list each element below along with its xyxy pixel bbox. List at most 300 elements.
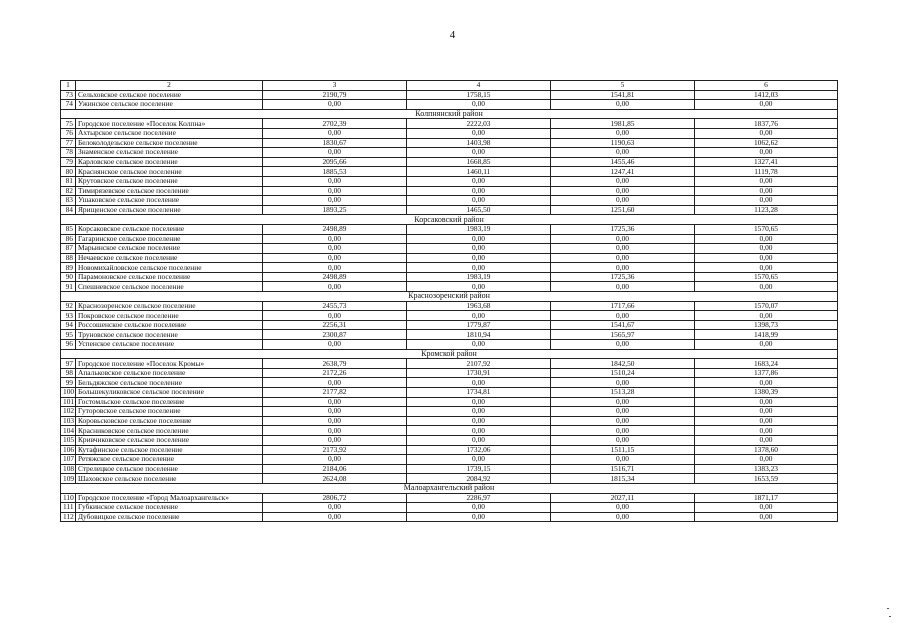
row-number: 107 [61, 455, 76, 465]
value-cell-col6: 0,00 [695, 100, 838, 110]
value-cell-col6: 0,00 [695, 253, 838, 263]
district-row [61, 349, 838, 359]
value-cell-col5: 1511,15 [551, 445, 695, 455]
table-row [61, 435, 838, 445]
value-cell-col3: 0,00 [263, 503, 407, 513]
value-cell-col4: 2222,03 [407, 119, 551, 129]
table-row [61, 128, 838, 138]
row-number: 103 [61, 416, 76, 426]
settlement-name: Марьинское сельское поселение [76, 244, 263, 254]
settlement-name: Покровское сельское поселение [76, 311, 263, 321]
value-cell-col3: 0,00 [263, 378, 407, 388]
value-cell-col4: 0,00 [407, 435, 551, 445]
value-cell-col3: 0,00 [263, 128, 407, 138]
value-cell-col3: 2300,87 [263, 330, 407, 340]
value-cell-col6: 1653,59 [695, 474, 838, 484]
table-row [61, 119, 838, 129]
row-number: 104 [61, 426, 76, 436]
settlement-name: Новомихайловское сельское поселение [76, 263, 263, 273]
settlement-name: Тимирязевское сельское поселение [76, 186, 263, 196]
value-cell-col5: 0,00 [551, 186, 695, 196]
value-cell-col5: 0,00 [551, 253, 695, 263]
value-cell-col5: 0,00 [551, 100, 695, 110]
value-cell-col5: 1247,41 [551, 167, 695, 177]
value-cell-col5: 0,00 [551, 196, 695, 206]
value-cell-col4: 0,00 [407, 455, 551, 465]
value-cell-col3: 0,00 [263, 148, 407, 158]
settlement-name: Красниковское сельское поселение [76, 426, 263, 436]
value-cell-col5: 2027,11 [551, 493, 695, 503]
district-row [61, 215, 838, 225]
value-cell-col4: 0,00 [407, 148, 551, 158]
value-cell-col4: 0,00 [407, 311, 551, 321]
row-number: 106 [61, 445, 76, 455]
settlement-name: Городское поселение «Город Малоархангельск» [76, 493, 263, 503]
table-row [61, 503, 838, 513]
settlement-name: Россошенское сельское поселение [76, 320, 263, 330]
value-cell-col5: 1251,60 [551, 205, 695, 215]
settlement-name: Апальковское сельское поселение [76, 368, 263, 378]
header-cell: 1 [61, 81, 76, 91]
settlement-name: Бельдяжское сельское поселение [76, 378, 263, 388]
table-row [61, 512, 838, 522]
value-cell-col3: 2702,39 [263, 119, 407, 129]
value-cell-col5: 1541,67 [551, 320, 695, 330]
value-cell-col3: 0,00 [263, 416, 407, 426]
value-cell-col6: 0,00 [695, 455, 838, 465]
value-cell-col6: 0,00 [695, 176, 838, 186]
value-cell-col6: 0,00 [695, 435, 838, 445]
row-number: 102 [61, 407, 76, 417]
row-number: 81 [61, 176, 76, 186]
value-cell-col6: 1377,86 [695, 368, 838, 378]
value-cell-col4: 0,00 [407, 426, 551, 436]
table-row [61, 90, 838, 100]
settlement-name: Губкинское сельское поселение [76, 503, 263, 513]
value-cell-col6: 1570,65 [695, 272, 838, 282]
row-number: 111 [61, 503, 76, 513]
value-cell-col6: 1119,78 [695, 167, 838, 177]
value-cell-col3: 2638,79 [263, 359, 407, 369]
value-cell-col4: 1983,19 [407, 224, 551, 234]
table-row [61, 416, 838, 426]
settlement-name: Ярищенское сельское поселение [76, 205, 263, 215]
header-cell: 3 [263, 81, 407, 91]
value-cell-col6: 0,00 [695, 416, 838, 426]
row-number: 100 [61, 388, 76, 398]
settlement-name: Кутафинское сельское поселение [76, 445, 263, 455]
value-cell-col5: 1717,66 [551, 301, 695, 311]
value-cell-col3: 0,00 [263, 196, 407, 206]
table-row [61, 244, 838, 254]
value-cell-col5: 1516,71 [551, 464, 695, 474]
row-number: 84 [61, 205, 76, 215]
table-row [61, 407, 838, 417]
value-cell-col5: 0,00 [551, 234, 695, 244]
settlement-name: Стрелецкое сельское поселение [76, 464, 263, 474]
value-cell-col4: 0,00 [407, 244, 551, 254]
table-row [61, 301, 838, 311]
row-number: 109 [61, 474, 76, 484]
value-cell-col4: 0,00 [407, 176, 551, 186]
district-row [61, 292, 838, 302]
table-row [61, 234, 838, 244]
settlement-name: Коровьсковское сельское поселение [76, 416, 263, 426]
value-cell-col3: 2256,31 [263, 320, 407, 330]
value-cell-col6: 1570,07 [695, 301, 838, 311]
value-cell-col5: 0,00 [551, 244, 695, 254]
settlement-name: Дубовицкое сельское поселение [76, 512, 263, 522]
value-cell-col3: 0,00 [263, 435, 407, 445]
row-number: 101 [61, 397, 76, 407]
table-row [61, 148, 838, 158]
district-title: Кромской район [61, 349, 838, 359]
row-number: 74 [61, 100, 76, 110]
district-title: Колпнянский район [61, 109, 838, 119]
row-number: 93 [61, 311, 76, 321]
value-cell-col3: 2455,73 [263, 301, 407, 311]
value-cell-col4: 2286,97 [407, 493, 551, 503]
value-cell-col4: 0,00 [407, 100, 551, 110]
value-cell-col6: 1412,03 [695, 90, 838, 100]
value-cell-col6: 0,00 [695, 186, 838, 196]
value-cell-col4: 0,00 [407, 416, 551, 426]
value-cell-col6: 0,00 [695, 196, 838, 206]
row-number: 91 [61, 282, 76, 292]
row-number: 82 [61, 186, 76, 196]
value-cell-col4: 1739,15 [407, 464, 551, 474]
table-row [61, 205, 838, 215]
table-row [61, 397, 838, 407]
row-number: 94 [61, 320, 76, 330]
settlement-name: Корсаковское сельское поселение [76, 224, 263, 234]
value-cell-col6: 0,00 [695, 311, 838, 321]
value-cell-col5: 1725,36 [551, 272, 695, 282]
settlement-name: Ушаковское сельское поселение [76, 196, 263, 206]
value-cell-col4: 2107,92 [407, 359, 551, 369]
value-cell-col5: 0,00 [551, 263, 695, 273]
row-number: 76 [61, 128, 76, 138]
row-number: 85 [61, 224, 76, 234]
value-cell-col3: 0,00 [263, 397, 407, 407]
settlement-name: Гуторовское сельское поселение [76, 407, 263, 417]
value-cell-col6: 0,00 [695, 263, 838, 273]
value-cell-col5: 0,00 [551, 455, 695, 465]
value-cell-col6: 1378,60 [695, 445, 838, 455]
value-cell-col5: 0,00 [551, 397, 695, 407]
value-cell-col4: 1465,50 [407, 205, 551, 215]
value-cell-col4: 1983,19 [407, 272, 551, 282]
row-number: 110 [61, 493, 76, 503]
settlement-name: Успенское сельское поселение [76, 340, 263, 350]
row-number: 105 [61, 435, 76, 445]
value-cell-col4: 0,00 [407, 378, 551, 388]
header-cell: 6 [695, 81, 838, 91]
value-cell-col5: 1541,81 [551, 90, 695, 100]
value-cell-col4: 0,00 [407, 234, 551, 244]
settlement-name: Карловское сельское поселение [76, 157, 263, 167]
value-cell-col4: 1758,15 [407, 90, 551, 100]
table-row [61, 100, 838, 110]
table-row [61, 320, 838, 330]
value-cell-col5: 0,00 [551, 311, 695, 321]
value-cell-col3: 2498,89 [263, 224, 407, 234]
table-row [61, 445, 838, 455]
settlement-name: Городское поселение «Поселок Кромы» [76, 359, 263, 369]
header-cell: 5 [551, 81, 695, 91]
value-cell-col5: 1981,85 [551, 119, 695, 129]
settlement-name: Большекуликовское сельское поселение [76, 388, 263, 398]
settlement-name: Гостомльское сельское поселение [76, 397, 263, 407]
value-cell-col4: 0,00 [407, 186, 551, 196]
value-cell-col4: 0,00 [407, 196, 551, 206]
settlement-name: Гагаринское сельское поселение [76, 234, 263, 244]
value-cell-col5: 0,00 [551, 512, 695, 522]
value-cell-col4: 1810,94 [407, 330, 551, 340]
value-cell-col4: 1460,11 [407, 167, 551, 177]
table-row [61, 282, 838, 292]
settlement-name: Спешневское сельское поселение [76, 282, 263, 292]
value-cell-col4: 0,00 [407, 397, 551, 407]
table-row [61, 426, 838, 436]
table-row [61, 340, 838, 350]
settlement-name: Труновское сельское поселение [76, 330, 263, 340]
value-cell-col3: 0,00 [263, 512, 407, 522]
district-title: Корсаковский район [61, 215, 838, 225]
scan-speck [889, 616, 891, 617]
value-cell-col4: 1732,06 [407, 445, 551, 455]
row-number: 92 [61, 301, 76, 311]
value-cell-col3: 1885,53 [263, 167, 407, 177]
district-title: Краснозоренский район [61, 292, 838, 302]
settlement-name: Знаменское сельское поселение [76, 148, 263, 158]
table-row [61, 464, 838, 474]
settlement-name: Кривчиковское сельское поселение [76, 435, 263, 445]
settlement-name: Ахтырское сельское поселение [76, 128, 263, 138]
value-cell-col5: 0,00 [551, 148, 695, 158]
table-row [61, 138, 838, 148]
table-row [61, 378, 838, 388]
value-cell-col6: 0,00 [695, 426, 838, 436]
row-number: 108 [61, 464, 76, 474]
row-number: 95 [61, 330, 76, 340]
settlement-name: Ужинское сельское поселение [76, 100, 263, 110]
value-cell-col5: 0,00 [551, 282, 695, 292]
value-cell-col5: 1190,63 [551, 138, 695, 148]
header-cell: 4 [407, 81, 551, 91]
value-cell-col4: 0,00 [407, 407, 551, 417]
value-cell-col3: 0,00 [263, 176, 407, 186]
value-cell-col4: 1730,91 [407, 368, 551, 378]
value-cell-col5: 0,00 [551, 503, 695, 513]
value-cell-col5: 0,00 [551, 435, 695, 445]
value-cell-col3: 2177,82 [263, 388, 407, 398]
value-cell-col4: 1668,85 [407, 157, 551, 167]
settlement-name: Нечаевское сельское поселение [76, 253, 263, 263]
value-cell-col5: 1510,24 [551, 368, 695, 378]
value-cell-col4: 0,00 [407, 253, 551, 263]
value-cell-col4: 1403,98 [407, 138, 551, 148]
header-cell: 2 [76, 81, 263, 91]
district-row [61, 109, 838, 119]
value-cell-col4: 1779,87 [407, 320, 551, 330]
value-cell-col5: 0,00 [551, 128, 695, 138]
value-cell-col6: 0,00 [695, 340, 838, 350]
value-cell-col3: 0,00 [263, 234, 407, 244]
value-cell-col3: 0,00 [263, 282, 407, 292]
row-number: 112 [61, 512, 76, 522]
table-row [61, 263, 838, 273]
value-cell-col3: 0,00 [263, 311, 407, 321]
settlement-name: Шаховское сельское поселение [76, 474, 263, 484]
value-cell-col3: 0,00 [263, 407, 407, 417]
value-cell-col5: 1815,34 [551, 474, 695, 484]
settlement-name: Сельховское сельское поселение [76, 90, 263, 100]
value-cell-col4: 0,00 [407, 503, 551, 513]
value-cell-col5: 1842,50 [551, 359, 695, 369]
row-number: 75 [61, 119, 76, 129]
table-row [61, 388, 838, 398]
table-row [61, 359, 838, 369]
row-number: 97 [61, 359, 76, 369]
settlement-name: Белоколодезьское сельское поселение [76, 138, 263, 148]
value-cell-col5: 0,00 [551, 407, 695, 417]
value-cell-col3: 0,00 [263, 455, 407, 465]
table-row [61, 493, 838, 503]
value-cell-col6: 1837,76 [695, 119, 838, 129]
value-cell-col6: 1062,62 [695, 138, 838, 148]
value-cell-col4: 0,00 [407, 263, 551, 273]
value-cell-col3: 0,00 [263, 426, 407, 436]
value-cell-col6: 1418,99 [695, 330, 838, 340]
settlement-name: Краснянское сельское поселение [76, 167, 263, 177]
table-row [61, 474, 838, 484]
row-number: 89 [61, 263, 76, 273]
value-cell-col6: 1570,65 [695, 224, 838, 234]
value-cell-col4: 0,00 [407, 512, 551, 522]
row-number: 86 [61, 234, 76, 244]
row-number: 88 [61, 253, 76, 263]
value-cell-col5: 1455,46 [551, 157, 695, 167]
row-number: 90 [61, 272, 76, 282]
table-row [61, 167, 838, 177]
data-table [60, 80, 838, 522]
table-row [61, 176, 838, 186]
value-cell-col3: 1893,25 [263, 205, 407, 215]
value-cell-col3: 0,00 [263, 253, 407, 263]
district-title: Малоархангельский район [61, 483, 838, 493]
settlement-name: Ретяжское сельское поселение [76, 455, 263, 465]
value-cell-col6: 0,00 [695, 244, 838, 254]
value-cell-col6: 1683,24 [695, 359, 838, 369]
settlement-name: Крутовское сельское поселение [76, 176, 263, 186]
table-row [61, 330, 838, 340]
value-cell-col3: 0,00 [263, 340, 407, 350]
value-cell-col6: 0,00 [695, 128, 838, 138]
table-body [61, 81, 838, 522]
row-number: 80 [61, 167, 76, 177]
value-cell-col3: 2806,72 [263, 493, 407, 503]
value-cell-col6: 0,00 [695, 512, 838, 522]
value-cell-col6: 0,00 [695, 234, 838, 244]
table-row [61, 272, 838, 282]
row-number: 79 [61, 157, 76, 167]
value-cell-col6: 1383,23 [695, 464, 838, 474]
value-cell-col3: 2172,26 [263, 368, 407, 378]
value-cell-col4: 1963,68 [407, 301, 551, 311]
table-row [61, 196, 838, 206]
value-cell-col5: 1725,36 [551, 224, 695, 234]
value-cell-col4: 0,00 [407, 282, 551, 292]
value-cell-col6: 1871,17 [695, 493, 838, 503]
value-cell-col5: 1565,97 [551, 330, 695, 340]
row-number: 98 [61, 368, 76, 378]
scan-speck [887, 608, 889, 609]
value-cell-col4: 1734,81 [407, 388, 551, 398]
district-row [61, 483, 838, 493]
header-row [61, 81, 838, 91]
value-cell-col5: 0,00 [551, 416, 695, 426]
table-row [61, 368, 838, 378]
table-row [61, 157, 838, 167]
value-cell-col3: 2498,89 [263, 272, 407, 282]
row-number: 73 [61, 90, 76, 100]
value-cell-col6: 1398,73 [695, 320, 838, 330]
value-cell-col6: 0,00 [695, 503, 838, 513]
value-cell-col5: 0,00 [551, 378, 695, 388]
value-cell-col6: 1380,39 [695, 388, 838, 398]
value-cell-col5: 0,00 [551, 340, 695, 350]
value-cell-col3: 2173,92 [263, 445, 407, 455]
value-cell-col3: 2095,66 [263, 157, 407, 167]
row-number: 77 [61, 138, 76, 148]
value-cell-col3: 0,00 [263, 244, 407, 254]
value-cell-col6: 0,00 [695, 407, 838, 417]
value-cell-col4: 2084,92 [407, 474, 551, 484]
table-row [61, 186, 838, 196]
table-row [61, 455, 838, 465]
value-cell-col5: 0,00 [551, 176, 695, 186]
settlement-name: Краснозоренское сельское поселение [76, 301, 263, 311]
page-number: 4 [449, 29, 456, 41]
row-number: 99 [61, 378, 76, 388]
value-cell-col6: 0,00 [695, 397, 838, 407]
value-cell-col6: 0,00 [695, 282, 838, 292]
value-cell-col5: 1513,28 [551, 388, 695, 398]
value-cell-col3: 0,00 [263, 100, 407, 110]
value-cell-col3: 2624,08 [263, 474, 407, 484]
row-number: 83 [61, 196, 76, 206]
value-cell-col4: 0,00 [407, 128, 551, 138]
value-cell-col3: 2184,06 [263, 464, 407, 474]
table-row [61, 224, 838, 234]
value-cell-col6: 1327,41 [695, 157, 838, 167]
value-cell-col3: 2190,79 [263, 90, 407, 100]
table-row [61, 253, 838, 263]
value-cell-col6: 0,00 [695, 148, 838, 158]
value-cell-col6: 0,00 [695, 378, 838, 388]
value-cell-col3: 0,00 [263, 263, 407, 273]
value-cell-col6: 1123,28 [695, 205, 838, 215]
value-cell-col3: 0,00 [263, 186, 407, 196]
value-cell-col3: 1830,67 [263, 138, 407, 148]
value-cell-col4: 0,00 [407, 340, 551, 350]
row-number: 78 [61, 148, 76, 158]
row-number: 87 [61, 244, 76, 254]
settlement-name: Городское поселение «Поселок Колпна» [76, 119, 263, 129]
settlement-name: Парамоновское сельское поселение [76, 272, 263, 282]
value-cell-col5: 0,00 [551, 426, 695, 436]
